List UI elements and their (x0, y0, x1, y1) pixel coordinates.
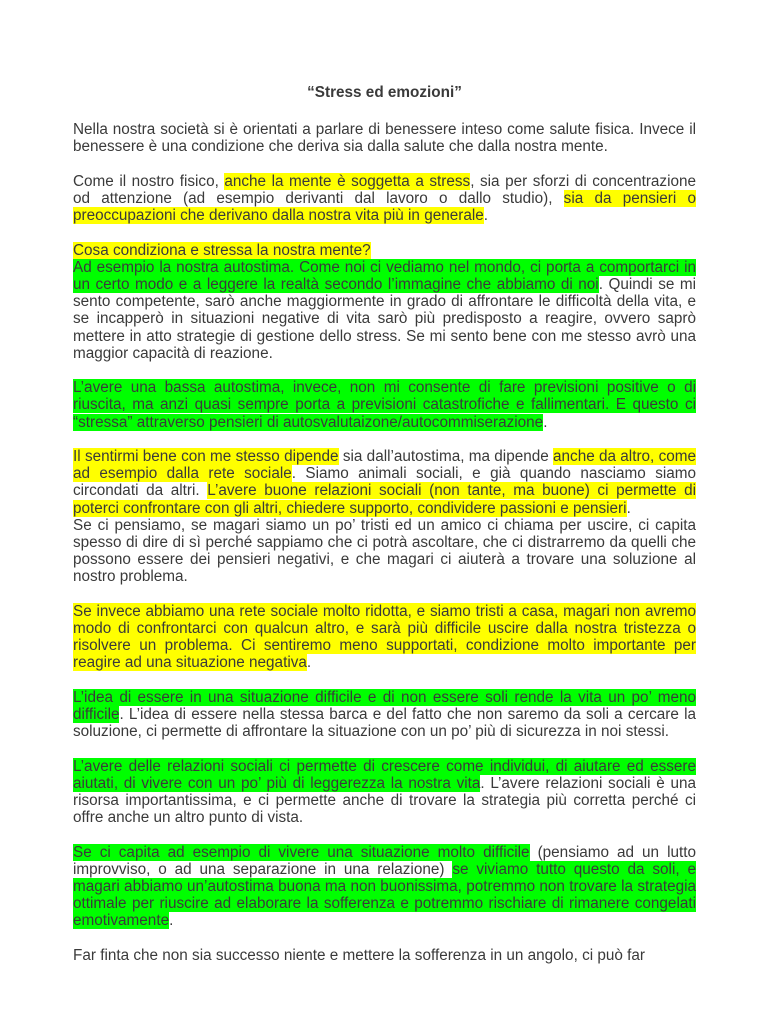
highlighted-text-yellow: L’avere buone relazioni sociali (non tante, ma buone) ci permette di poterci confrontare con gli altri, chiedere supporto, condividere passioni e pensieri (73, 482, 696, 517)
highlighted-text-yellow: anche la mente è soggetta a stress (224, 172, 471, 190)
paragraph (73, 517, 696, 586)
paragraph-text: sia dall’autostima, ma dipende (338, 448, 554, 465)
paragraph-text: . L’avere relazioni sociali è una risorsa importantissima, e ci permette anche di trovare la strategia più corretta perché ci offre anche un altro punto di vista. (73, 774, 696, 827)
paragraph (73, 121, 696, 155)
paragraph-text: . (626, 499, 631, 517)
highlighted-text-green: Ad esempio la nostra autostima. Come noi ci vediamo nel mondo, ci porta a comportarci in un certo modo e a leggere la realtà secondo l’immagine che abbiamo di noi (73, 258, 696, 293)
paragraph (73, 242, 696, 259)
highlighted-text-green: se viviamo tutto questo da soli, e magari abbiamo un’autostima buona ma non buonissima, potremmo non trovare la strategia ottimale per riuscire ad elaborare la sofferenza e potremmo rischiare di rimanere congelati emotivamente (73, 860, 696, 930)
paragraph (73, 379, 696, 431)
paragraph (73, 173, 696, 225)
paragraph-text: . L’idea di essere nella stessa barca e del fatto che non saremo da soli a cercare la soluzione, ci permette di affrontare la situazione con un po’ più di sicurezza in noi stessi. (73, 706, 696, 741)
paragraph (73, 448, 696, 517)
highlighted-text-yellow: sia da pensieri o preoccupazioni che derivano dalla nostra vita più in generale (73, 190, 696, 225)
paragraph (73, 259, 696, 362)
highlighted-text-yellow: Cosa condiziona e stressa la nostra mente? (73, 241, 371, 259)
paragraph-text: . (483, 207, 488, 225)
paragraph-text: . Siamo animali sociali, e già quando nasciamo siamo circondati da altri. (73, 465, 696, 500)
paragraph-text: Se ci pensiamo, se magari siamo un po’ tristi ed un amico ci chiama per uscire, ci capita spesso di dire di sì perché sappiamo che ci potrà ascoltare, che ci distrarremo da quelli che possono essere dei pensieri negativi, e che magari ci aiuterà a trovare una soluzione al nostro problema. (73, 516, 696, 586)
paragraph (73, 603, 696, 672)
paragraph-text: . (543, 413, 548, 431)
paragraph (73, 844, 696, 930)
highlighted-text-yellow: Il sentirmi bene con me stesso dipende (73, 448, 339, 465)
paragraph-text: Nella nostra società si è orientati a parlare di benessere inteso come salute fisica. Invece il benessere è una condizione che deriva sia dalla salute che dalla nostra mente. (73, 121, 696, 156)
paragraph-text: (pensiamo ad un lutto improvviso, o ad una separazione in una relazione) (73, 843, 696, 878)
paragraph (73, 947, 696, 964)
paragraph (73, 758, 696, 827)
paragraph-text: . (169, 912, 174, 930)
document-body (73, 121, 696, 964)
highlighted-text-yellow: anche da altro, come ad esempio dalla rete sociale (73, 448, 697, 483)
paragraph-text: . (306, 654, 312, 672)
paragraph-text: Come il nostro fisico, (73, 172, 225, 190)
highlighted-text-green: L’idea di essere in una situazione difficile e di non essere soli rende la vita un po’ meno difficile (73, 688, 696, 724)
paragraph-text: . Quindi se mi sento competente, sarò anche maggiormente in grado di affrontare le difficoltà della vita, e se incapperò in situazioni negative di vita sarò più predisposto a reagire, ovvero saprò mettere in atto strategie di gestione dello stress. Se mi sento bene con me stesso avrò una maggior capacità di reazione. (73, 276, 697, 362)
paragraph-text: , sia per sforzi di concentrazione od attenzione (ad esempio derivanti dal lavoro o dallo studio), (73, 172, 696, 207)
highlighted-text-green: L’avere una bassa autostima, invece, non mi consente di fare previsioni positive o di riuscita, ma anzi quasi sempre porta a previsioni catastrofiche e fallimentari. E questo ci “stressa” attraverso pensieri di autosvalutaizone/autocommiserazione (73, 379, 696, 431)
paragraph-text: Far finta che non sia successo niente e mettere la sofferenza in un angolo, ci può far (73, 946, 645, 964)
highlighted-text-yellow: Se invece abbiamo una rete sociale molto ridotta, e siamo tristi a casa, magari non avremo modo di confrontarci con qualcun altro, e sarà più difficile uscire dalla nostra tristezza o risolvere un problema. Ci sentiremo meno supportati, condizione molto importante per reagire ad una situazione negativa (73, 602, 696, 672)
paragraph (73, 689, 696, 741)
document-title: “Stress ed emozioni” (307, 84, 462, 101)
highlighted-text-green: L’avere delle relazioni sociali ci permette di crescere come individui, di aiutare ed essere aiutati, di vivere con un po’ più di leggerezza la nostra vita (73, 757, 696, 792)
highlighted-text-green: Se ci capita ad esempio di vivere una situazione molto difficile (73, 843, 530, 861)
